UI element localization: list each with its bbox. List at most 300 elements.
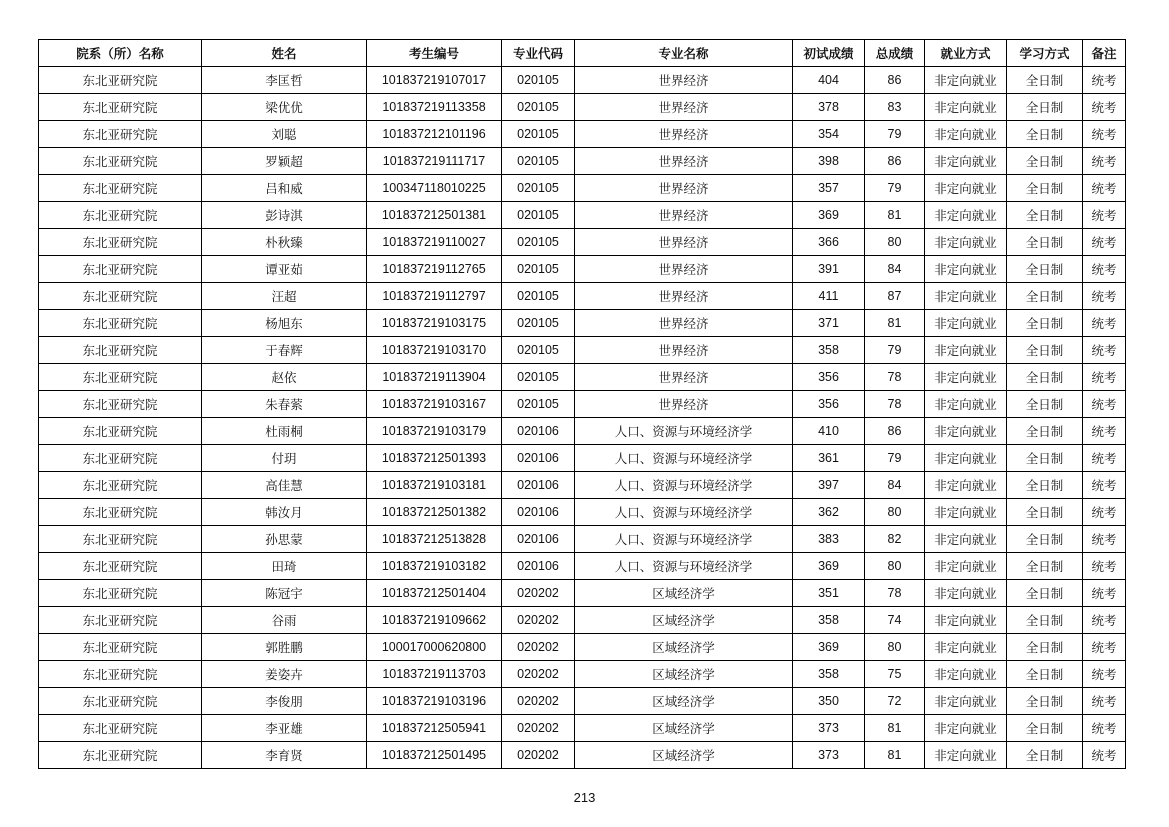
candidate-id-cell: 101837219103196 [367,688,502,715]
study-mode-cell: 全日制 [1007,472,1083,499]
major-code-cell: 020105 [502,229,575,256]
major-name-cell: 人口、资源与环境经济学 [575,499,793,526]
department-cell: 东北亚研究院 [39,283,202,310]
total-score-cell: 78 [865,580,925,607]
initial-score-cell: 369 [793,634,865,661]
major-name-cell: 世界经济 [575,310,793,337]
department-cell: 东北亚研究院 [39,121,202,148]
study-mode-cell: 全日制 [1007,661,1083,688]
major-code-cell: 020202 [502,742,575,769]
candidate-id-cell: 101837212505941 [367,715,502,742]
employment-type-cell: 非定向就业 [925,67,1007,94]
major-code-cell: 020202 [502,634,575,661]
remarks-cell: 统考 [1083,634,1126,661]
employment-type-cell: 非定向就业 [925,742,1007,769]
name-cell: 韩汝月 [202,499,367,526]
major-code-cell: 020106 [502,499,575,526]
department-cell: 东北亚研究院 [39,661,202,688]
total-score-cell: 74 [865,607,925,634]
initial-score-cell: 356 [793,364,865,391]
name-cell: 刘聪 [202,121,367,148]
major-code-cell: 020202 [502,661,575,688]
initial-score-cell: 356 [793,391,865,418]
total-score-cell: 72 [865,688,925,715]
major-name-cell: 区域经济学 [575,661,793,688]
header-initial-score: 初试成绩 [793,40,865,67]
table-row [39,715,1126,742]
admission-table-container [38,39,1126,769]
major-code-cell: 020105 [502,391,575,418]
table-row [39,445,1126,472]
employment-type-cell: 非定向就业 [925,553,1007,580]
total-score-cell: 82 [865,526,925,553]
name-cell: 高佳慧 [202,472,367,499]
study-mode-cell: 全日制 [1007,121,1083,148]
initial-score-cell: 362 [793,499,865,526]
initial-score-cell: 369 [793,553,865,580]
department-cell: 东北亚研究院 [39,553,202,580]
total-score-cell: 79 [865,445,925,472]
employment-type-cell: 非定向就业 [925,337,1007,364]
study-mode-cell: 全日制 [1007,715,1083,742]
candidate-id-cell: 101837219103179 [367,418,502,445]
initial-score-cell: 404 [793,67,865,94]
employment-type-cell: 非定向就业 [925,688,1007,715]
name-cell: 李育贤 [202,742,367,769]
study-mode-cell: 全日制 [1007,148,1083,175]
initial-score-cell: 354 [793,121,865,148]
study-mode-cell: 全日制 [1007,337,1083,364]
department-cell: 东北亚研究院 [39,202,202,229]
study-mode-cell: 全日制 [1007,202,1083,229]
employment-type-cell: 非定向就业 [925,661,1007,688]
department-cell: 东北亚研究院 [39,67,202,94]
name-cell: 姜姿卉 [202,661,367,688]
total-score-cell: 84 [865,472,925,499]
major-code-cell: 020105 [502,256,575,283]
department-cell: 东北亚研究院 [39,607,202,634]
study-mode-cell: 全日制 [1007,283,1083,310]
total-score-cell: 81 [865,310,925,337]
candidate-id-cell: 101837219107017 [367,67,502,94]
department-cell: 东北亚研究院 [39,229,202,256]
department-cell: 东北亚研究院 [39,526,202,553]
employment-type-cell: 非定向就业 [925,175,1007,202]
department-cell: 东北亚研究院 [39,499,202,526]
candidate-id-cell: 101837219112765 [367,256,502,283]
initial-score-cell: 366 [793,229,865,256]
employment-type-cell: 非定向就业 [925,418,1007,445]
total-score-cell: 81 [865,715,925,742]
major-code-cell: 020105 [502,148,575,175]
table-row [39,688,1126,715]
department-cell: 东北亚研究院 [39,175,202,202]
header-name: 姓名 [202,40,367,67]
candidate-id-cell: 101837212101196 [367,121,502,148]
employment-type-cell: 非定向就业 [925,472,1007,499]
candidate-id-cell: 101837219110027 [367,229,502,256]
candidate-id-cell: 101837212501393 [367,445,502,472]
employment-type-cell: 非定向就业 [925,580,1007,607]
major-name-cell: 区域经济学 [575,715,793,742]
remarks-cell: 统考 [1083,256,1126,283]
initial-score-cell: 358 [793,607,865,634]
study-mode-cell: 全日制 [1007,499,1083,526]
major-code-cell: 020106 [502,526,575,553]
major-code-cell: 020105 [502,310,575,337]
study-mode-cell: 全日制 [1007,418,1083,445]
total-score-cell: 84 [865,256,925,283]
major-name-cell: 世界经济 [575,337,793,364]
initial-score-cell: 378 [793,94,865,121]
major-code-cell: 020106 [502,445,575,472]
department-cell: 东北亚研究院 [39,715,202,742]
table-row [39,229,1126,256]
name-cell: 吕和威 [202,175,367,202]
candidate-id-cell: 101837219113358 [367,94,502,121]
initial-score-cell: 351 [793,580,865,607]
employment-type-cell: 非定向就业 [925,445,1007,472]
name-cell: 罗颖超 [202,148,367,175]
table-row [39,391,1126,418]
candidate-id-cell: 101837219113904 [367,364,502,391]
employment-type-cell: 非定向就业 [925,715,1007,742]
table-row [39,283,1126,310]
remarks-cell: 统考 [1083,67,1126,94]
study-mode-cell: 全日制 [1007,310,1083,337]
major-name-cell: 区域经济学 [575,634,793,661]
major-name-cell: 世界经济 [575,256,793,283]
candidate-id-cell: 101837219103175 [367,310,502,337]
initial-score-cell: 411 [793,283,865,310]
total-score-cell: 86 [865,418,925,445]
remarks-cell: 统考 [1083,742,1126,769]
major-name-cell: 人口、资源与环境经济学 [575,445,793,472]
remarks-cell: 统考 [1083,661,1126,688]
major-name-cell: 区域经济学 [575,580,793,607]
major-code-cell: 020105 [502,94,575,121]
major-name-cell: 世界经济 [575,67,793,94]
major-name-cell: 世界经济 [575,283,793,310]
study-mode-cell: 全日制 [1007,229,1083,256]
major-code-cell: 020105 [502,67,575,94]
total-score-cell: 86 [865,148,925,175]
table-row [39,580,1126,607]
major-code-cell: 020106 [502,418,575,445]
total-score-cell: 75 [865,661,925,688]
department-cell: 东北亚研究院 [39,688,202,715]
admission-table [38,39,1126,769]
department-cell: 东北亚研究院 [39,256,202,283]
remarks-cell: 统考 [1083,121,1126,148]
name-cell: 杜雨桐 [202,418,367,445]
table-row [39,364,1126,391]
header-major-code: 专业代码 [502,40,575,67]
remarks-cell: 统考 [1083,283,1126,310]
study-mode-cell: 全日制 [1007,553,1083,580]
initial-score-cell: 357 [793,175,865,202]
remarks-cell: 统考 [1083,553,1126,580]
major-code-cell: 020106 [502,553,575,580]
major-name-cell: 世界经济 [575,229,793,256]
study-mode-cell: 全日制 [1007,391,1083,418]
initial-score-cell: 391 [793,256,865,283]
header-candidate-id: 考生编号 [367,40,502,67]
major-name-cell: 世界经济 [575,391,793,418]
initial-score-cell: 358 [793,661,865,688]
candidate-id-cell: 101837219103170 [367,337,502,364]
header-department: 院系（所）名称 [39,40,202,67]
major-code-cell: 020202 [502,607,575,634]
candidate-id-cell: 101837212501382 [367,499,502,526]
remarks-cell: 统考 [1083,94,1126,121]
table-row [39,742,1126,769]
study-mode-cell: 全日制 [1007,634,1083,661]
name-cell: 李亚雄 [202,715,367,742]
name-cell: 谭亚茹 [202,256,367,283]
initial-score-cell: 397 [793,472,865,499]
name-cell: 杨旭东 [202,310,367,337]
table-row [39,418,1126,445]
department-cell: 东北亚研究院 [39,364,202,391]
initial-score-cell: 383 [793,526,865,553]
remarks-cell: 统考 [1083,337,1126,364]
table-row [39,472,1126,499]
table-row [39,256,1126,283]
major-name-cell: 世界经济 [575,94,793,121]
major-name-cell: 人口、资源与环境经济学 [575,472,793,499]
remarks-cell: 统考 [1083,445,1126,472]
candidate-id-cell: 101837219103181 [367,472,502,499]
department-cell: 东北亚研究院 [39,472,202,499]
department-cell: 东北亚研究院 [39,310,202,337]
major-name-cell: 人口、资源与环境经济学 [575,526,793,553]
name-cell: 孙思蒙 [202,526,367,553]
study-mode-cell: 全日制 [1007,256,1083,283]
candidate-id-cell: 100017000620800 [367,634,502,661]
total-score-cell: 87 [865,283,925,310]
name-cell: 汪超 [202,283,367,310]
name-cell: 付玥 [202,445,367,472]
department-cell: 东北亚研究院 [39,391,202,418]
candidate-id-cell: 101837212501495 [367,742,502,769]
header-total-score: 总成绩 [865,40,925,67]
candidate-id-cell: 101837212501381 [367,202,502,229]
employment-type-cell: 非定向就业 [925,364,1007,391]
candidate-id-cell: 101837212513828 [367,526,502,553]
name-cell: 朱春萦 [202,391,367,418]
initial-score-cell: 358 [793,337,865,364]
study-mode-cell: 全日制 [1007,526,1083,553]
study-mode-cell: 全日制 [1007,688,1083,715]
name-cell: 朴秋臻 [202,229,367,256]
table-row [39,94,1126,121]
initial-score-cell: 398 [793,148,865,175]
major-name-cell: 世界经济 [575,148,793,175]
table-row [39,607,1126,634]
header-employment-type: 就业方式 [925,40,1007,67]
major-name-cell: 人口、资源与环境经济学 [575,553,793,580]
table-row [39,553,1126,580]
candidate-id-cell: 101837219113703 [367,661,502,688]
department-cell: 东北亚研究院 [39,418,202,445]
employment-type-cell: 非定向就业 [925,94,1007,121]
major-name-cell: 人口、资源与环境经济学 [575,418,793,445]
major-code-cell: 020202 [502,580,575,607]
remarks-cell: 统考 [1083,499,1126,526]
name-cell: 李匡哲 [202,67,367,94]
employment-type-cell: 非定向就业 [925,121,1007,148]
total-score-cell: 83 [865,94,925,121]
employment-type-cell: 非定向就业 [925,391,1007,418]
department-cell: 东北亚研究院 [39,742,202,769]
total-score-cell: 80 [865,553,925,580]
major-name-cell: 世界经济 [575,364,793,391]
major-code-cell: 020105 [502,337,575,364]
employment-type-cell: 非定向就业 [925,256,1007,283]
study-mode-cell: 全日制 [1007,94,1083,121]
page-number: 213 [573,790,596,805]
candidate-id-cell: 101837219111717 [367,148,502,175]
major-name-cell: 世界经济 [575,202,793,229]
major-name-cell: 区域经济学 [575,688,793,715]
employment-type-cell: 非定向就业 [925,499,1007,526]
employment-type-cell: 非定向就业 [925,526,1007,553]
remarks-cell: 统考 [1083,310,1126,337]
candidate-id-cell: 101837219112797 [367,283,502,310]
remarks-cell: 统考 [1083,175,1126,202]
department-cell: 东北亚研究院 [39,337,202,364]
name-cell: 田琦 [202,553,367,580]
remarks-cell: 统考 [1083,715,1126,742]
employment-type-cell: 非定向就业 [925,634,1007,661]
total-score-cell: 80 [865,499,925,526]
initial-score-cell: 371 [793,310,865,337]
major-name-cell: 世界经济 [575,175,793,202]
department-cell: 东北亚研究院 [39,148,202,175]
initial-score-cell: 369 [793,202,865,229]
study-mode-cell: 全日制 [1007,67,1083,94]
name-cell: 陈冠宇 [202,580,367,607]
major-code-cell: 020105 [502,283,575,310]
total-score-cell: 81 [865,202,925,229]
major-code-cell: 020202 [502,715,575,742]
remarks-cell: 统考 [1083,688,1126,715]
department-cell: 东北亚研究院 [39,634,202,661]
name-cell: 赵依 [202,364,367,391]
name-cell: 李俊朋 [202,688,367,715]
header-remarks: 备注 [1083,40,1126,67]
candidate-id-cell: 100347118010225 [367,175,502,202]
table-row [39,337,1126,364]
table-row [39,175,1126,202]
name-cell: 谷雨 [202,607,367,634]
major-code-cell: 020106 [502,472,575,499]
department-cell: 东北亚研究院 [39,445,202,472]
header-major-name: 专业名称 [575,40,793,67]
total-score-cell: 79 [865,337,925,364]
remarks-cell: 统考 [1083,472,1126,499]
candidate-id-cell: 101837219103182 [367,553,502,580]
study-mode-cell: 全日制 [1007,364,1083,391]
employment-type-cell: 非定向就业 [925,148,1007,175]
remarks-cell: 统考 [1083,364,1126,391]
remarks-cell: 统考 [1083,607,1126,634]
candidate-id-cell: 101837219109662 [367,607,502,634]
employment-type-cell: 非定向就业 [925,229,1007,256]
table-row [39,634,1126,661]
major-code-cell: 020105 [502,202,575,229]
study-mode-cell: 全日制 [1007,175,1083,202]
study-mode-cell: 全日制 [1007,580,1083,607]
total-score-cell: 79 [865,121,925,148]
employment-type-cell: 非定向就业 [925,607,1007,634]
remarks-cell: 统考 [1083,418,1126,445]
employment-type-cell: 非定向就业 [925,202,1007,229]
remarks-cell: 统考 [1083,526,1126,553]
remarks-cell: 统考 [1083,391,1126,418]
table-row [39,121,1126,148]
major-name-cell: 世界经济 [575,121,793,148]
table-row [39,310,1126,337]
major-name-cell: 区域经济学 [575,742,793,769]
table-row [39,67,1126,94]
initial-score-cell: 373 [793,715,865,742]
employment-type-cell: 非定向就业 [925,310,1007,337]
department-cell: 东北亚研究院 [39,94,202,121]
major-code-cell: 020105 [502,364,575,391]
remarks-cell: 统考 [1083,148,1126,175]
name-cell: 彭诗淇 [202,202,367,229]
total-score-cell: 78 [865,364,925,391]
name-cell: 于春辉 [202,337,367,364]
table-row [39,499,1126,526]
remarks-cell: 统考 [1083,229,1126,256]
initial-score-cell: 373 [793,742,865,769]
total-score-cell: 80 [865,634,925,661]
name-cell: 梁优优 [202,94,367,121]
total-score-cell: 81 [865,742,925,769]
initial-score-cell: 410 [793,418,865,445]
study-mode-cell: 全日制 [1007,742,1083,769]
table-header-row [39,40,1126,67]
table-row [39,148,1126,175]
employment-type-cell: 非定向就业 [925,283,1007,310]
major-name-cell: 区域经济学 [575,607,793,634]
total-score-cell: 79 [865,175,925,202]
study-mode-cell: 全日制 [1007,607,1083,634]
table-row [39,661,1126,688]
major-code-cell: 020105 [502,175,575,202]
table-row [39,526,1126,553]
remarks-cell: 统考 [1083,580,1126,607]
total-score-cell: 78 [865,391,925,418]
major-code-cell: 020105 [502,121,575,148]
department-cell: 东北亚研究院 [39,580,202,607]
study-mode-cell: 全日制 [1007,445,1083,472]
initial-score-cell: 350 [793,688,865,715]
name-cell: 郭胜鹏 [202,634,367,661]
candidate-id-cell: 101837219103167 [367,391,502,418]
initial-score-cell: 361 [793,445,865,472]
table-body [39,67,1126,769]
major-code-cell: 020202 [502,688,575,715]
total-score-cell: 86 [865,67,925,94]
total-score-cell: 80 [865,229,925,256]
candidate-id-cell: 101837212501404 [367,580,502,607]
remarks-cell: 统考 [1083,202,1126,229]
table-row [39,202,1126,229]
